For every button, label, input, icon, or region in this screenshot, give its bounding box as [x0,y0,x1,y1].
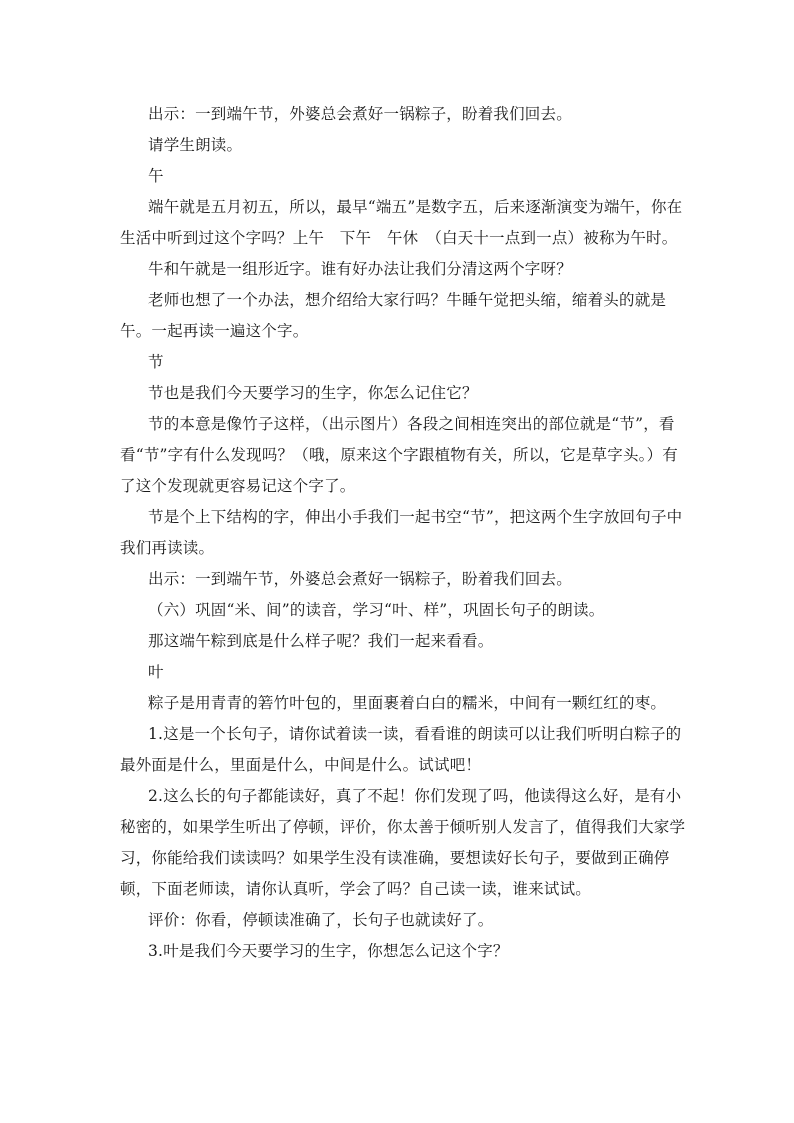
paragraph-8: 节也是我们今天要学习的生字，你怎么记住它？ [148,384,478,402]
paragraph-13: 那这端午粽到底是什么样子呢？我们一起来看看。 [148,632,494,650]
paragraph-6: 老师也想了一个办法，想介绍给大家行吗？牛睡午觉把头缩，缩着头的就是午。一起再读一遍这个字。 [120,291,667,340]
paragraph-9: 节的本意是像竹子这样，（出示图片）各段之间相连突出的部位就是“节”，看看“节”字有什么发现吗？（哦，原来这个字跟植物有关，所以，它是草字头。）有了这个发现就更容易记这个字了。 [120,415,679,495]
paragraph-14: 叶 [148,663,164,681]
paragraph-7: 节 [148,353,164,371]
paragraph-2: 请学生朗读。 [148,136,243,154]
paragraph-18: 评价：你看，停顿读准确了，长句子也就读好了。 [148,911,494,929]
document-body [120,99,686,967]
paragraph-12: （六）巩固“米、间”的读音，学习“叶、样”，巩固长句子的朗读。 [148,601,605,619]
paragraph-16: 1.这是一个长句子，请你试着读一读，看看谁的朗读可以让我们听明白粽子的最外面是什么，里面是什么，中间是什么。试试吧！ [120,725,682,774]
paragraph-3: 午 [148,167,164,185]
paragraph-11: 出示：一到端午节，外婆总会煮好一锅粽子，盼着我们回去。 [148,570,572,588]
paragraph-19: 3.叶是我们今天要学习的生字，你想怎么记这个字？ [148,942,509,960]
paragraph-15: 粽子是用青青的箬竹叶包的，里面裹着白白的糯米，中间有一颗红红的枣。 [148,694,667,712]
paragraph-4: 端午就是五月初五，所以，最早“端五”是数字五，后来逐渐演变为端午，你在生活中听到过这个字吗？上午 下午 午休 （白天十一点到一点）被称为午时。 [120,198,683,247]
paragraph-1: 出示：一到端午节，外婆总会煮好一锅粽子，盼着我们回去。 [148,105,572,123]
paragraph-10: 节是个上下结构的字，伸出小手我们一起书空“节”，把这两个生字放回句子中我们再读读。 [120,508,683,557]
paragraph-17: 2.这么长的句子都能读好，真了不起！你们发现了吗，他读得这么好，是有小秘密的，如果学生听出了停顿，评价，你太善于倾听别人发言了，值得我们大家学习，你能给我们读读吗？如果学生没有读准确，要想读好长句子，要做到正确停顿，下面老师读，请你认真听，学会了吗？自己读一读，谁来试试。 [120,787,686,898]
paragraph-5: 牛和午就是一组形近字。谁有好办法让我们分清这两个字呀？ [148,260,572,278]
